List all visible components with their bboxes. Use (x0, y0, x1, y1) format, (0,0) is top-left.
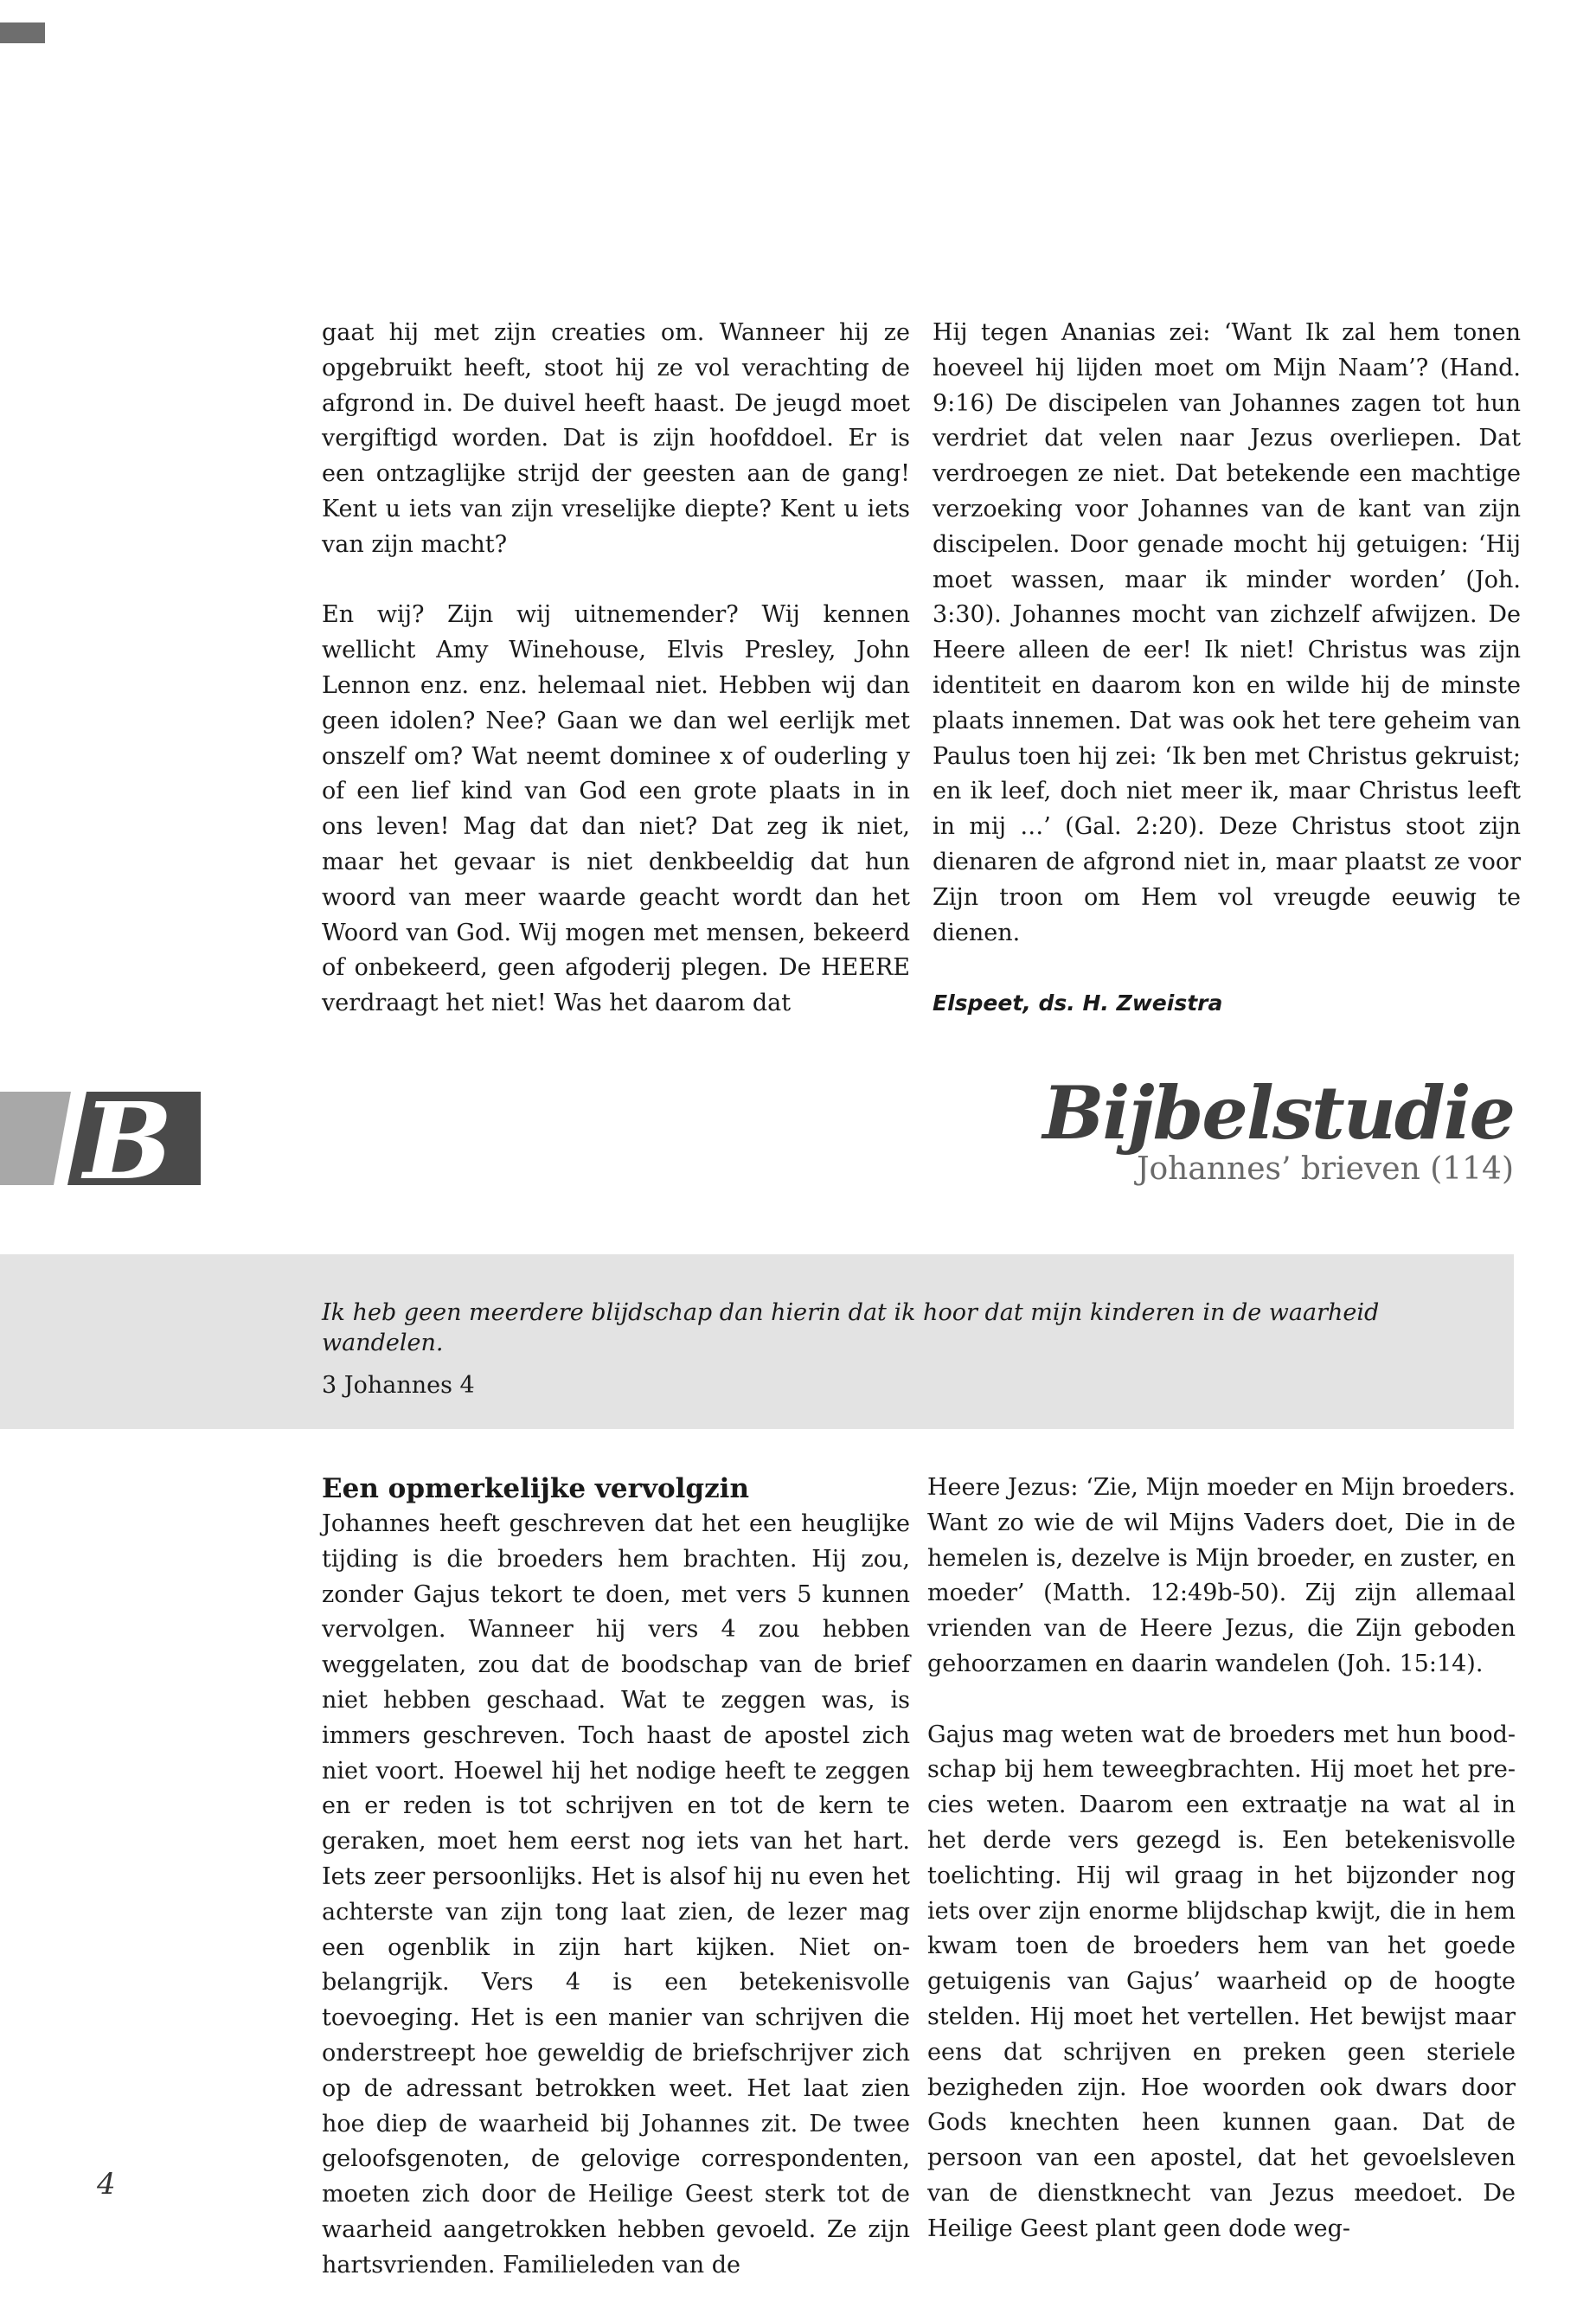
page-number: 4 (97, 2167, 116, 2202)
section-subtitle: Johannes’ brieven (114) (1137, 1151, 1514, 1187)
article-right-column (927, 1471, 1516, 2247)
corner-tab-mark (0, 22, 45, 43)
scripture-reference: 3 Johannes 4 (322, 1372, 475, 1399)
paragraph: Johannes heeft geschreven dat het een heuglijke tijding is die broeders hem brachten. Hij zou, zonder Gajus tekort te doen, met vers 5 kunnen vervolgen. Wanneer hij vers 4 zou hebben weggelaten, zou dat de boodschap van de brief niet hebben geschaad. Wat te zeggen was, is immers geschreven. Toch haast de apostel zich niet voort. Hoewel hij het nodige heeft te zeggen en er reden is tot schrijven en tot de kern te geraken, moet hem eerst nog iets van het hart. Iets zeer persoonlijks. Het is alsof hij nu even het achterste van zijn tong laat zien, de lezer mag een ogenblik in zijn hart kijken. Niet onbelangrijk. Vers 4 is een betekenisvolle toevoeging. Het is een manier van schrijven die onderstreept hoe geweldig de briefschrijver zich op de adressant betrokken weet. Het laat zien hoe diep de waarheid bij Johannes zit. De twee geloofsgenoten, de gelovige correspondenten, moeten zich door de Heilige Geest sterk tot de waarheid aangetrokken hebben gevoeld. Ze zijn hartsvrienden. Familieleden van de (322, 1510, 910, 2279)
paragraph: Gajus mag weten wat de broeders met hun boodschap bij hem teweegbrachten. Hij moet het precies weten. Daarom een extraatje na wat al in het derde vers gezegd is. Een betekenisvolle toelichting. Hij wil graag in het bijzonder nog iets over zijn enorme blijdschap kwijt, die in hem kwam toen de broeders hem van het goede getuigenis van Gajus’ waarheid op de hoogte stelden. Hij moet het vertellen. Het bewijst maar eens dat schrijven en preken geen steriele bezigheden zijn. Hoe woorden ook dwars door Gods knechten heen kunnen gaan. Dat de persoon van een apostel, dat het gevoelsleven van de dienstknecht van Jezus meedoet. De Heilige Geest plant geen dode weg- (927, 1721, 1516, 2242)
paragraph: Heere Jezus: ‘Zie, Mijn moeder en Mijn broeders. Want zo wie de wil Mijns Vaders doet, Die in de hemelen is, dezelve is Mijn broeder, en zuster, en moeder’ (Matth. 12:49b-50). Zij zijn allemaal vrienden van de Heere Jezus, die Zijn geboden gehoorzamen en daarin wandelen (Joh. 15:14). (927, 1474, 1516, 1677)
scripture-quote: Ik heb geen meerdere blijdschap dan hierin dat ik hoor dat mijn kinderen in de waarheid wandelen. (322, 1299, 1380, 1357)
logo-letter: B (83, 1092, 173, 1185)
article-heading: Een opmerkelijke vervolgzin (322, 1473, 749, 1504)
top-right-column (933, 316, 1521, 1022)
paragraph: gaat hij met zijn creaties om. Wanneer hij ze opgebruikt heeft, stoot hij ze vol verachting de afgrond in. De duivel heeft haast. De jeugd moet vergiftigd worden. Dat is zijn hoofddoel. Er is een ontzaglijke strijd der geesten aan de gang! Kent u iets van zijn vreselijke diepte? Kent u iets van zijn macht? (322, 319, 910, 558)
section-title: Bijbelstudie (1042, 1070, 1514, 1156)
article-left-column (322, 1471, 910, 2284)
author-byline: Elspeet, ds. H. Zweistra (933, 990, 1223, 1016)
paragraph: En wij? Zijn wij uitnemender? Wij kennen wellicht Amy Winehouse, Elvis Presley, John Lennon enz. enz. helemaal niet. Hebben wij dan geen idolen? Nee? Gaan we dan wel eerlijk met onszelf om? Wat neemt dominee x of ouderling y of een lief kind van God een grote plaats in in ons leven! Mag dat dan niet? Dat zeg ik niet, maar het gevaar is niet denkbeeldig dat hun woord van meer waarde geacht wordt dan het Woord van God. Wij mogen met mensen, bekeerd of onbekeerd, geen afgoderij plegen. De HEERE verdraagt het niet! Was het daarom dat (322, 601, 910, 1017)
paragraph: Hij tegen Ananias zei: ‘Want Ik zal hem tonen hoeveel hij lijden moet om Mijn Naam’? (Hand. 9:16) De discipelen van Johannes zagen tot hun verdriet dat velen naar Jezus overliepen. Dat verdroegen ze niet. Dat betekende een machtige verzoeking voor Johannes van de kant van zijn discipelen. Door genade mocht hij getuigen: ‘Hij moet wassen, maar ik minder worden’ (Joh. 3:30). Johannes mocht van zichzelf afwijzen. De Heere alleen de eer! Ik niet! Christus was zijn identiteit en daarom kon en wilde hij de minste plaats innemen. Dat was ook het tere geheim van Paulus toen hij zei: ‘Ik ben met Christus gekruist; en ik leef, doch niet meer ik, maar Christus leeft in mij …’ (Gal. 2:20). Deze Christus stoot zijn dienaren de afgrond niet in, maar plaatst ze voor Zijn troon om Hem vol vreugde eeuwig te dienen. (933, 319, 1521, 946)
top-left-column (322, 316, 910, 1022)
bijbelstudie-logo-icon (0, 1092, 201, 1185)
